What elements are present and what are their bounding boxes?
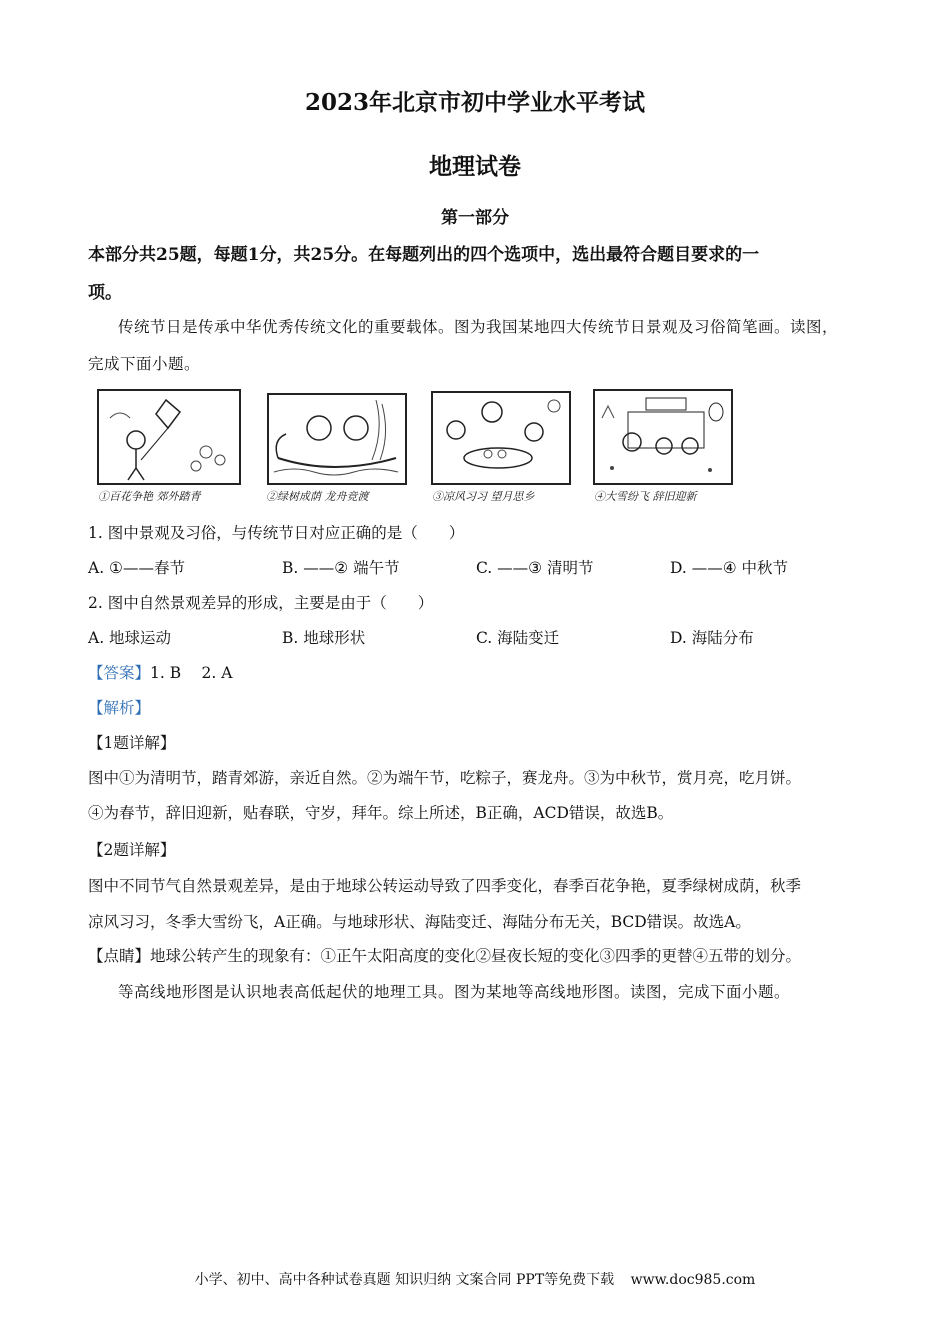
- festival-figure: [96, 388, 746, 506]
- answer-text: 1. B 2. A: [150, 664, 233, 682]
- festival-caption-4: ④大雪纷飞 辞旧迎新: [594, 490, 697, 503]
- question-2-option-b: B. 地球形状: [282, 629, 366, 647]
- tip-line: [88, 944, 868, 966]
- detail-2-line-1: 图中不同节气自然景观差异，是由于地球公转运动导致了四季变化，春季百花争艳，夏季绿树成荫，秋季: [88, 877, 802, 895]
- instructions-line-2: 项。: [88, 283, 122, 303]
- festival-caption-3: ③凉风习习 望月思乡: [432, 490, 535, 503]
- detail-1-line-1: 图中①为清明节，踏青郊游，亲近自然。②为端午节，吃粽子，赛龙舟。③为中秋节，赏月亮，吃月饼。: [88, 769, 802, 787]
- exam-title: 2023年北京市初中学业水平考试: [304, 89, 645, 116]
- tip-label: 【点睛】: [88, 947, 151, 965]
- question-1-option-a: A. ①——春节: [88, 559, 185, 577]
- detail-1-label: 【1题详解】: [88, 734, 176, 752]
- question-2-stem: 2. 图中自然景观差异的形成，主要是由于（ ）: [88, 594, 434, 612]
- question-2-option-d: D. 海陆分布: [670, 629, 754, 647]
- detail-2-label: 【2题详解】: [88, 841, 176, 859]
- festival-sketch-summer: [264, 388, 410, 504]
- intro1-line-1: 传统节日是传承中华优秀传统文化的重要载体。图为我国某地四大传统节日景观及习俗简笔画。读图，: [118, 318, 839, 336]
- question-1-option-d: D. ——④ 中秋节: [670, 559, 789, 577]
- detail-1-line-2: ④为春节，辞旧迎新，贴春联，守岁，拜年。综上所述，B正确，ACD错误，故选B。: [88, 804, 674, 822]
- analysis-label: 【解析】: [88, 699, 151, 717]
- question-1-option-c: C. ——③ 清明节: [476, 559, 594, 577]
- instructions-line-1: 本部分共25题，每题1分，共25分。在每题列出的四个选项中，选出最符合题目要求的一: [88, 245, 760, 265]
- festival-caption-2: ②绿树成荫 龙舟竞渡: [266, 490, 369, 503]
- festival-sketch-autumn: [430, 388, 572, 504]
- answer-line: [88, 661, 868, 683]
- footer-url[interactable]: www.doc985.com: [630, 1272, 756, 1288]
- intro2-line-1: 等高线地形图是认识地表高低起伏的地理工具。图为某地等高线地形图。读图，完成下面小题。: [118, 983, 791, 1001]
- answer-label: 【答案】: [88, 664, 151, 682]
- exam-subject: 地理试卷: [429, 153, 521, 180]
- part-heading: 第一部分: [441, 208, 509, 228]
- footer-text: 小学、初中、高中各种试卷真题 知识归纳 文案合同 PPT等免费下载: [194, 1272, 615, 1288]
- tip-text: 地球公转产生的现象有：①正午太阳高度的变化②昼夜长短的变化③四季的更替④五带的划分。: [150, 947, 802, 965]
- festival-sketch-spring: [96, 388, 242, 504]
- detail-2-line-2: 凉风习习，冬季大雪纷飞，A正确。与地球形状、海陆变迁、海陆分布无关，BCD错误。故选A。: [88, 913, 751, 931]
- question-2-option-a: A. 地球运动: [88, 629, 172, 647]
- festival-caption-1: ①百花争艳 郊外踏青: [98, 490, 201, 503]
- page-footer: [0, 1269, 950, 1289]
- question-1-option-b: B. ——② 端午节: [282, 559, 400, 577]
- question-2-option-c: C. 海陆变迁: [476, 629, 560, 647]
- question-1-stem: 1. 图中景观及习俗，与传统节日对应正确的是（ ）: [88, 524, 465, 542]
- intro1-line-2: 完成下面小题。: [88, 355, 201, 373]
- festival-sketch-winter: [592, 388, 734, 504]
